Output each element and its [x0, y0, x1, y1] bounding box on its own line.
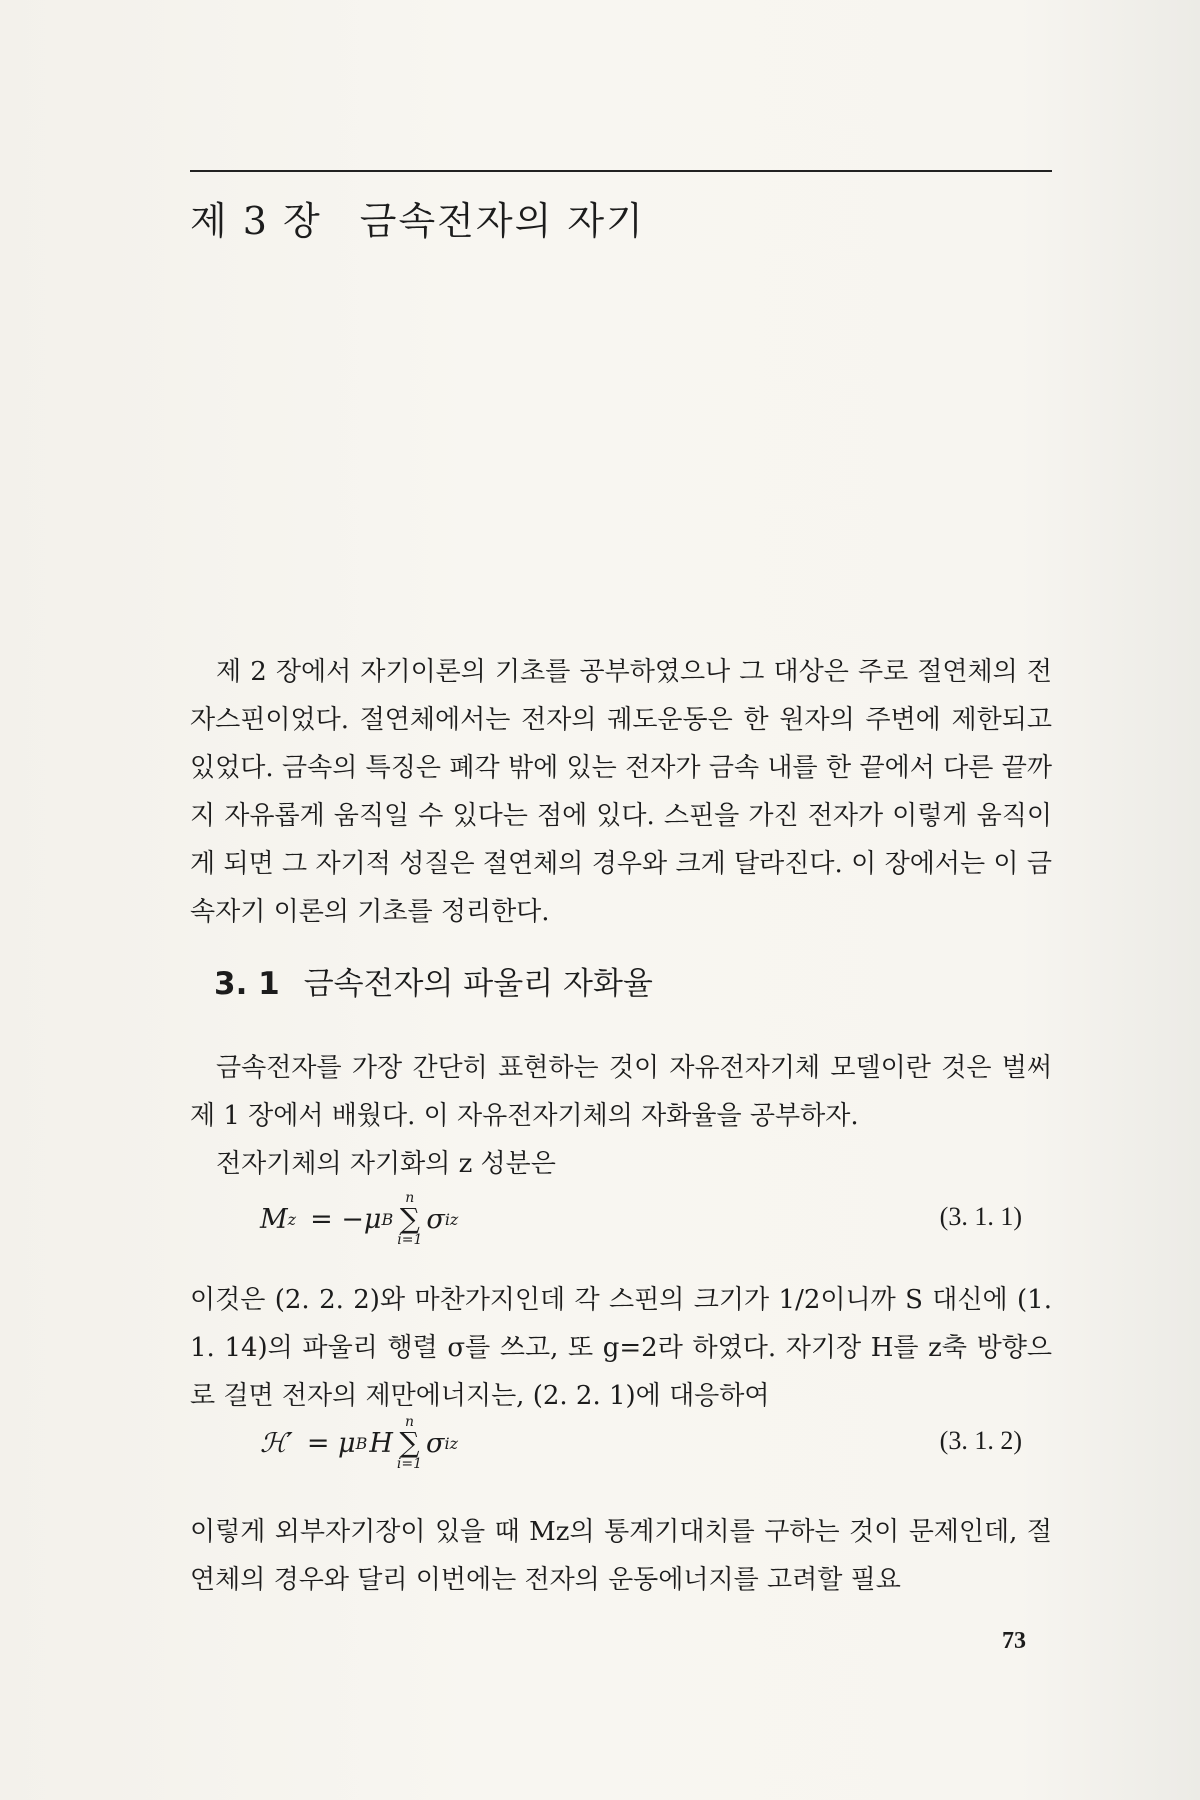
eq1-sum-upper: n — [405, 1190, 415, 1206]
paragraph-3-text: 이렇게 외부자기장이 있을 때 Mz의 통계기대치를 구하는 것이 문제인데, 절연체의 경우와 달리 이번에는 전자의 운동에너지를 고려할 필요 — [190, 1517, 1052, 1595]
page-number: 73 — [1002, 1628, 1026, 1654]
chapter-number: 제 3 장 — [190, 199, 322, 243]
section-heading — [214, 958, 653, 1003]
paragraph-2 — [190, 1276, 1052, 1420]
eq2-sum-upper: n — [404, 1414, 414, 1430]
paragraph-1-lead: 전자기체의 자기화의 z 성분은 — [216, 1149, 556, 1179]
eq2-field: H — [369, 1427, 393, 1459]
paragraph-2-text: 이것은 (2. 2. 2)와 마찬가지인데 각 스핀의 크기가 1/2이니까 S 대신에 (1. 1. 14)의 파울리 행렬 σ를 쓰고, 또 g=2라 하였다. 자기장 H를 z축 방향으로 걸면 전자의 제만에너지는, (2. 2. 1)에 대응하여 — [190, 1285, 1052, 1411]
eq1-mu-sub: B — [381, 1209, 394, 1229]
eq2-mu-sub: B — [355, 1433, 368, 1453]
eq2-summand-sub: iz — [444, 1433, 459, 1453]
equation-3-1-2 — [190, 1408, 1052, 1478]
sigma-sum-icon: ∑ — [399, 1202, 420, 1235]
paragraph-3 — [190, 1508, 1052, 1604]
equation-number: (3. 1. 2) — [939, 1426, 1022, 1455]
eq2-sum-lower: i=1 — [396, 1456, 423, 1472]
section-title-text: 금속전자의 파울리 자화율 — [303, 966, 653, 1002]
section-number: 3. 1 — [214, 966, 280, 1002]
eq2-summation — [397, 1415, 422, 1471]
chapter-name: 금속전자의 자기 — [359, 199, 645, 243]
eq1-summand: σ — [426, 1203, 445, 1235]
eq1-lhs: M — [260, 1203, 288, 1235]
eq2-lhs: ℋ′ — [260, 1427, 293, 1459]
paragraph-1-text: 금속전자를 가장 간단히 표현하는 것이 자유전자기체 모델이란 것은 벌써 제 1 장에서 배웠다. 이 자유전자기체의 자화율을 공부하자. — [190, 1053, 1052, 1131]
equation-3-1-1 — [190, 1184, 1052, 1254]
eq1-summand-sub: iz — [444, 1209, 459, 1229]
paragraph-1 — [190, 1044, 1052, 1188]
intro-text: 제 2 장에서 자기이론의 기초를 공부하였으나 그 대상은 주로 절연체의 전자스핀이었다. 절연체에서는 전자의 궤도운동은 한 원자의 주변에 제한되고 있었다. 금속의 특징은 폐각 밖에 있는 전자가 금속 내를 한 끝에서 다른 끝까지 자유롭게 움직일 수 있다는 점에 있다. 스핀을 가진 전자가 이렇게 움직이게 되면 그 자기적 성질은 절연체의 경우와 크게 달라진다. 이 장에서는 이 금속자기 이론의 기초를 정리한다. — [190, 657, 1052, 927]
chapter-title — [190, 190, 645, 245]
intro-paragraph — [190, 648, 1052, 936]
eq1-sum-lower: i=1 — [397, 1232, 423, 1248]
equation-3-1-1-body — [260, 1184, 458, 1254]
chapter-rule — [190, 170, 1052, 172]
eq1-summation — [397, 1191, 422, 1247]
eq1-equals: = −μ — [310, 1203, 382, 1235]
eq2-equals: = μ — [306, 1427, 356, 1459]
sigma-sum-icon: ∑ — [399, 1426, 420, 1459]
equation-number: (3. 1. 1) — [939, 1202, 1022, 1231]
eq1-lhs-sub: z — [287, 1209, 297, 1229]
equation-3-1-2-body — [260, 1408, 458, 1478]
eq2-summand: σ — [426, 1427, 445, 1459]
